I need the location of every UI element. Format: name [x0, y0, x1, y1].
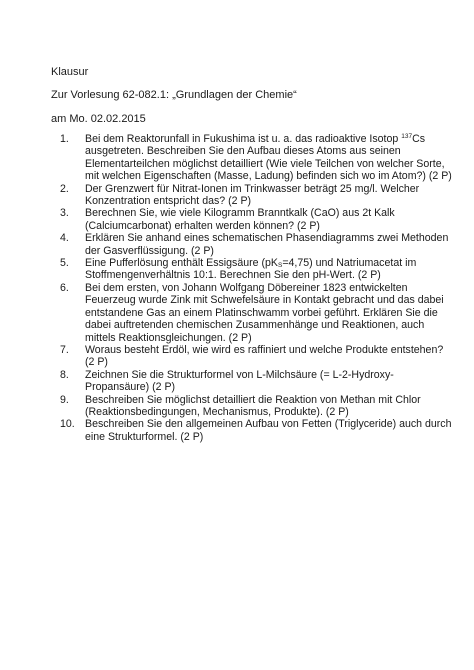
question-item — [60, 369, 460, 394]
question-text-line: eine Strukturformel. (2 P) — [85, 430, 204, 443]
question-text — [85, 232, 460, 257]
question-text — [85, 394, 460, 419]
exam-date: am Mo. 02.02.2015 — [51, 113, 146, 125]
question-text-line: Stoffmengenverhältnis 10:1. Berechnen Sie den pH-Wert. (2 P) — [85, 269, 381, 282]
question-text-line: Eine Pufferlösung enthält Essigsäure $(pK_S=4,75)$ und Natriumacetat im — [85, 257, 417, 270]
question-text — [85, 418, 460, 443]
question-text-line: Bei dem ersten, von Johann Wolfgang Döbereiner 1823 entwickelten — [85, 281, 408, 294]
question-text — [85, 207, 460, 232]
question-text — [85, 369, 460, 394]
question-number: 10. — [60, 418, 75, 431]
question-text-line: Beschreiben Sie den allgemeinen Aufbau von Fetten (Triglyceride) auch durch — [85, 418, 452, 431]
question-text-line: ausgetreten. Beschreiben Sie den Aufbau dieses Atoms aus seinen — [85, 145, 401, 158]
question-text-line: (Calciumcarbonat) erhalten werden können? (2 P) — [85, 219, 320, 232]
question-text-line: Berechnen Sie, wie viele Kilogramm Branntkalk (CaO) aus 2t Kalk — [85, 207, 395, 220]
question-text-line: entstandene Gas an einem Platinschwamm vorbei geführt. Erklären Sie die — [85, 306, 438, 319]
question-text-line: Bei dem Reaktorunfall in Fukushima ist u. a. das radioaktive Isotop $^{137}$Cs — [85, 133, 426, 145]
question-text — [85, 282, 460, 344]
question-text — [85, 344, 460, 369]
question-number: 1. — [60, 133, 69, 145]
question-item — [60, 394, 460, 419]
question-number: 4. — [60, 232, 69, 245]
question-item — [60, 232, 460, 257]
question-text-line: (2 P) — [85, 356, 108, 369]
question-text-line: dabei auftretenden chemischen Zusammenhänge und Reaktionen, auch — [85, 319, 425, 332]
question-number: 7. — [60, 343, 69, 356]
question-item — [60, 183, 460, 208]
question-item — [60, 418, 460, 443]
question-text-line: Zeichnen Sie die Strukturformel von L-Milchsäure (= L-2-Hydroxy- — [85, 368, 394, 381]
question-item — [60, 207, 460, 232]
question-list — [60, 133, 460, 443]
question-number: 5. — [60, 257, 69, 270]
question-text-line: Feuerzeug wurde Zink mit Schwefelsäure in Kontakt gebracht und das dabei — [85, 294, 444, 307]
question-text-line: Konzentration entspricht das? (2 P) — [85, 195, 252, 208]
question-number: 6. — [60, 281, 69, 294]
question-text-line: der Gasverflüssigung. (2 P) — [85, 244, 214, 257]
question-text-line: Elementarteilchen möglichst detailliert (Wie viele Teilchen von welcher Sorte, — [85, 157, 445, 170]
question-number: 8. — [60, 368, 69, 381]
question-number: 3. — [60, 207, 69, 220]
question-text-line: mittels Reaktionsgleichungen. (2 P) — [85, 331, 252, 344]
question-text — [85, 133, 460, 183]
question-text-line: (Reaktionsbedingungen, Mechanismus, Produkte). (2 P) — [85, 405, 349, 418]
question-item — [60, 344, 460, 369]
question-text-line: Erklären Sie anhand eines schematischen Phasendiagramms zwei Methoden — [85, 232, 449, 245]
question-number: 9. — [60, 393, 69, 406]
question-item — [60, 257, 460, 282]
question-text-line: Beschreiben Sie möglichst detailliert die Reaktion von Methan mit Chlor — [85, 393, 421, 406]
question-text — [85, 257, 460, 282]
question-text-line: Propansäure) (2 P) — [85, 381, 176, 394]
course-line: Zur Vorlesung 62-082.1: „Grundlagen der Chemie“ — [51, 89, 297, 101]
question-text-line: mit welchen Eigenschaften (Masse, Ladung) befinden sich wo im Atom?) (2 P) — [85, 170, 452, 183]
exam-title: Klausur — [51, 66, 89, 78]
question-text-line: Der Grenzwert für Nitrat-Ionen im Trinkwasser beträgt 25 mg/l. Welcher — [85, 182, 420, 195]
question-number: 2. — [60, 182, 69, 195]
question-item — [60, 133, 460, 183]
question-text-line: Woraus besteht Erdöl, wie wird es raffiniert und welche Produkte entstehen? — [85, 343, 444, 356]
question-text — [85, 183, 460, 208]
question-item — [60, 282, 460, 344]
